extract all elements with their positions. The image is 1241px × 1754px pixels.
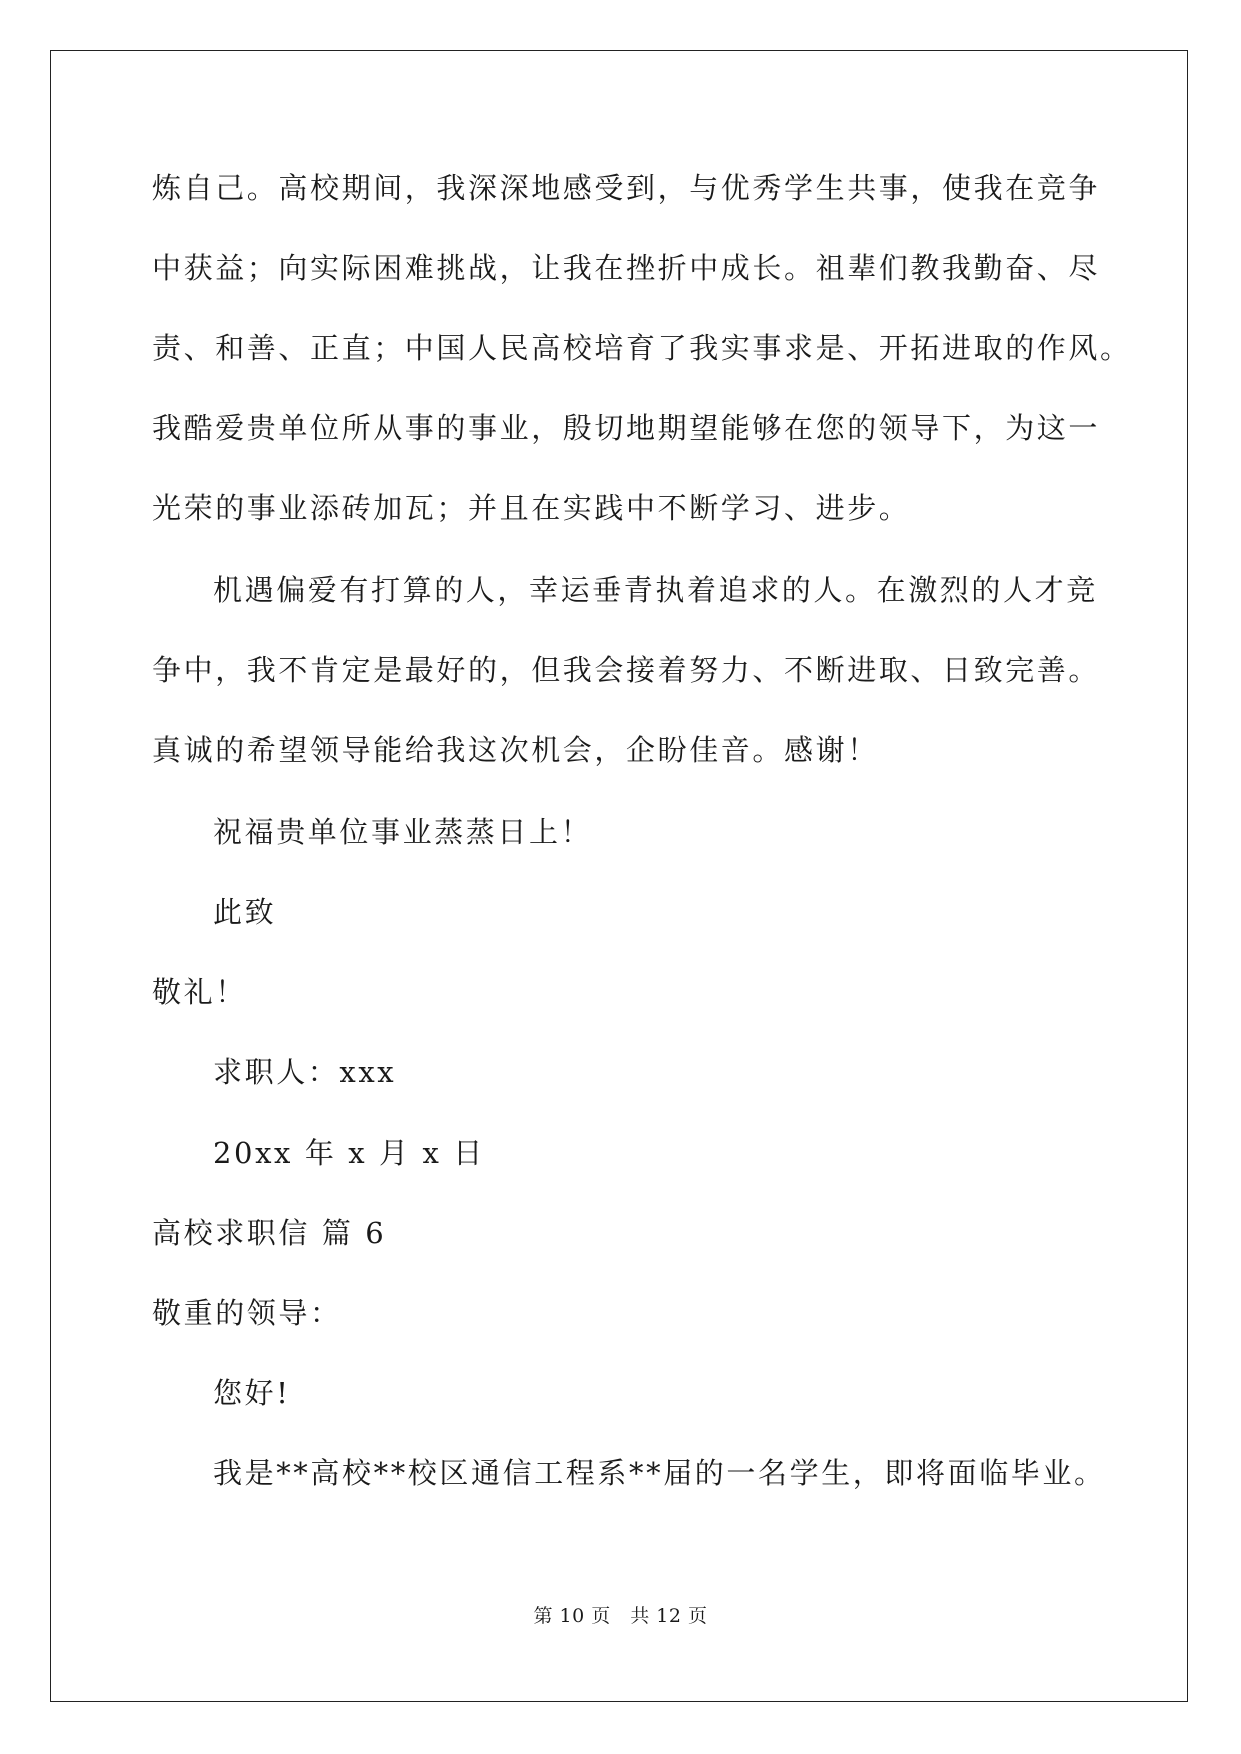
text-line-8: 真诚的希望领导能给我这次机会，企盼佳音。感谢！	[152, 733, 879, 767]
letter-hello: 您好!	[213, 1376, 291, 1410]
text-line-6: 机遇偏爱有打算的人，幸运垂青执着追求的人。在激烈的人才竞	[213, 573, 1098, 607]
page-number-footer: 第 10 页 共 12 页	[533, 1605, 708, 1627]
closing-wish: 祝福贵单位事业蒸蒸日上！	[213, 815, 593, 849]
closing-regards: 敬礼！	[152, 975, 247, 1009]
text-line-1: 炼自己。高校期间，我深深地感受到，与优秀学生共事，使我在竞争	[152, 171, 1101, 205]
text-line-5: 光荣的事业添砖加瓦；并且在实践中不断学习、进步。	[152, 491, 911, 525]
text-line-7: 争中，我不肯定是最好的，但我会接着努力、不断进取、日致完善。	[152, 653, 1101, 687]
section-heading: 高校求职信 篇 6	[152, 1216, 387, 1250]
text-line-intro: 我是**高校**校区通信工程系**届的一名学生，即将面临毕业。	[213, 1456, 1106, 1490]
letter-greeting: 敬重的领导：	[152, 1296, 342, 1330]
closing-salutation: 此致	[213, 895, 277, 929]
letter-date: 20xx 年 x 月 x 日	[213, 1136, 485, 1170]
text-line-2: 中获益；向实际困难挑战，让我在挫折中成长。祖辈们教我勤奋、尽	[152, 251, 1101, 285]
text-line-3: 责、和善、正直；中国人民高校培育了我实事求是、开拓进取的作风。	[152, 331, 1132, 365]
applicant-signature: 求职人：xxx	[213, 1055, 397, 1089]
text-line-4: 我酷爱贵单位所从事的事业，殷切地期望能够在您的领导下，为这一	[152, 411, 1101, 445]
